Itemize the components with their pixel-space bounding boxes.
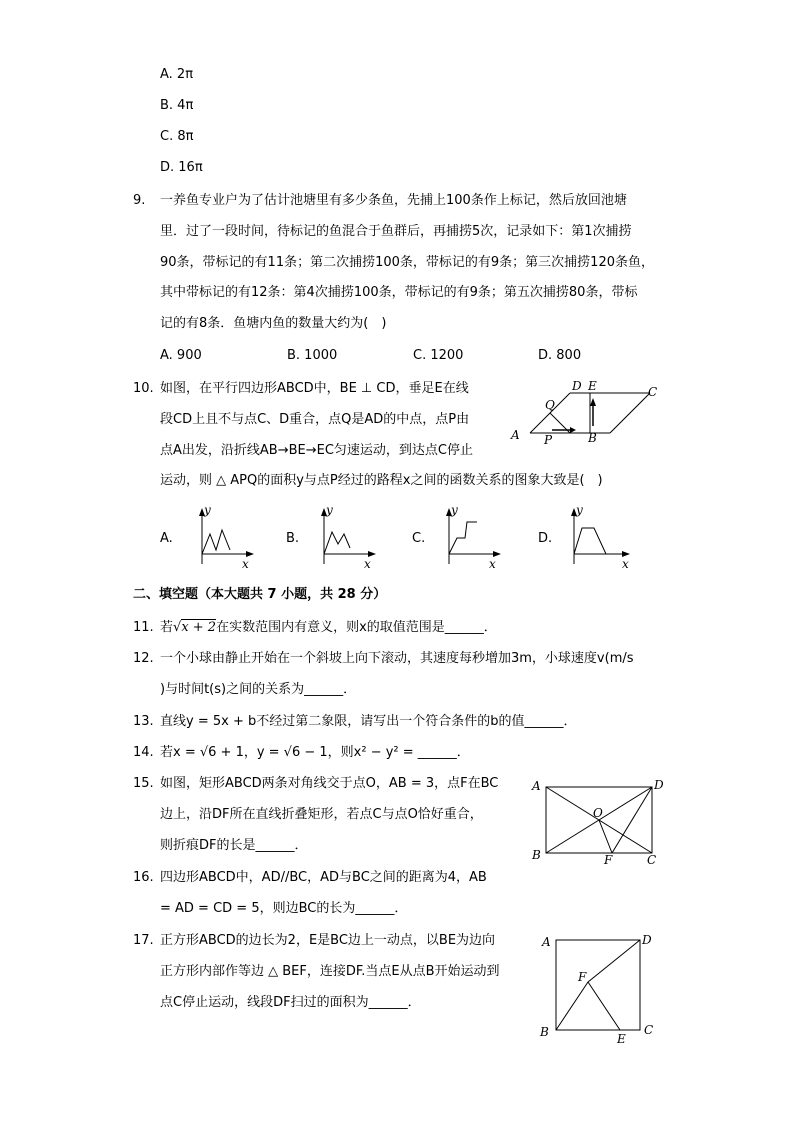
q10-line-2: 段CD上且不与点C、D重合，点Q是AD的中点，点P由 [160,412,470,427]
q10-number: 10. [133,381,154,396]
q15-line-2: 边上，沿DF所在直线折叠矩形，若点C与点O恰好重合， [160,807,483,822]
q16-line-2: = AD = CD = 5，则边BC的长为______． [160,901,408,916]
arrowhead-be [590,398,596,406]
y-label: y [576,503,583,517]
x-label: x [489,557,496,571]
q9-option-d: D. 800 [538,348,582,363]
q12-number: 12. [133,651,154,666]
label-o: O [593,806,603,820]
fold-df [612,787,652,853]
q10-option-d-label: D. [538,531,553,546]
q15-line-3: 则折痕DF的长是______． [160,838,308,853]
q14-text: 若x = √6 + 1，y = √6 − 1，则x² − y² = ______． [160,745,470,760]
q17-line-2: 正方形内部作等边 △ BEF，连接DF.当点E从点B开始运动到 [160,964,500,979]
q10-option-a-graph [190,502,260,572]
label-q: Q [545,398,555,412]
q14-number: 14. [133,745,154,760]
y-label: y [451,503,458,517]
label-a: A [532,779,541,793]
q9-line-2: 里．过了一段时间，待标记的鱼混合于鱼群后，再捕捞5次，记录如下：第1次捕捞 [160,224,632,239]
x-label: x [364,557,371,571]
y-label: y [326,503,333,517]
graph-curve [202,530,230,554]
q15-line-1: 如图，矩形ABCD两条对角线交于点O，AB = 3，点F在BC [160,776,499,791]
segment-bf [556,982,588,1030]
sqrt-sign: √ [173,620,182,635]
graph-curve [574,528,606,554]
q10-parallelogram-figure [508,378,668,448]
q11-radicand: x + 2 [181,620,217,635]
q10-option-a-label: A. [160,531,173,546]
segment-fd [588,940,640,982]
q13-text: 直线y = 5x + b不经过第二象限，请写出一个符合条件的b的值______． [160,714,577,729]
q13-number: 13. [133,714,154,729]
q10-option-b-graph [312,502,382,572]
q9-number: 9. [133,193,146,208]
q16-line-1: 四边形ABCD中，AD//BC，AD与BC之间的距离为4，AB [160,870,487,885]
q10-option-c-label: C. [412,531,426,546]
q17-square-figure [536,930,666,1048]
q9-option-c: C. 1200 [413,348,464,363]
label-b: B [540,1025,549,1039]
segment-fe [588,982,620,1030]
graph-curve [324,532,350,554]
side-cb [610,393,650,433]
q9-line-3: 90条，带标记的有11条；第二次捕捞100条，带标记的有9条；第三次捕捞120条鱼， [160,255,654,270]
label-d: D [572,379,582,393]
label-e: E [588,379,597,393]
q9-line-5: 记的有8条．鱼塘内鱼的数量大约为( ) [160,316,387,331]
q8-option-b: B. 4π [160,98,194,113]
label-e: E [617,1032,626,1046]
label-f: F [578,970,587,984]
q9-option-b: B. 1000 [287,348,338,363]
q15-number: 15. [133,776,154,791]
label-b: B [532,848,541,862]
square-abcd [556,940,640,1030]
q9-option-a: A. 900 [160,348,202,363]
q17-number: 17. [133,933,154,948]
q11-text [160,619,497,637]
q12-line-2: )与时间t(s)之间的关系为______． [160,682,357,697]
segment-of [599,820,612,853]
q16-number: 16. [133,870,154,885]
q10-line-4: 运动，则 △ APQ的面积y与点P经过的路程x之间的函数关系的图象大致是( ) [160,473,603,488]
q10-line-1: 如图，在平行四边形ABCD中，BE ⊥ CD，垂足E在线 [160,381,469,396]
q10-option-b-label: B. [286,531,300,546]
q8-option-a: A. 2π [160,67,194,82]
q10-option-c-graph [437,502,507,572]
label-a: A [542,935,551,949]
q12-line-1: 一个小球由静止开始在一个斜坡上向下滚动，其速度每秒增加3m，小球速度v(m/s [160,651,634,666]
section-2-title: 二、填空题（本大题共 7 小题，共 28 分） [133,587,387,602]
x-label: x [622,557,629,571]
label-d: D [642,933,652,947]
label-c: C [644,1023,654,1037]
y-label: y [204,503,211,517]
label-c: C [647,853,657,865]
q9-line-1: 一养鱼专业户为了估计池塘里有多少条鱼，先捕上100条作上标记，然后放回池塘 [160,193,627,208]
q8-option-c: C. 8π [160,129,194,144]
q17-line-3: 点C停止运动，线段DF扫过的面积为______． [160,995,421,1010]
q11-number: 11. [133,620,154,635]
x-label: x [242,557,249,571]
q9-line-4: 其中带标记的有12条：第4次捕捞100条，带标记的有9条；第五次捕捞80条，带标 [160,285,638,300]
label-b: B [588,431,597,445]
q15-rectangle-figure [526,775,666,865]
q8-option-d: D. 16π [160,160,203,175]
label-c: C [648,385,658,399]
q10-line-3: 点A出发，沿折线AB→BE→EC匀速运动，到达点C停止 [160,443,473,458]
graph-curve [449,522,477,554]
label-f: F [604,853,613,865]
arrowhead-ab [570,427,576,433]
q11-post: 在实数范围内有意义，则x的取值范围是______． [216,620,497,635]
q11-pre: 若 [160,620,174,635]
label-a: A [511,428,520,442]
q10-option-d-graph [562,502,637,572]
q17-line-1: 正方形ABCD的边长为2，E是BC边上一动点，以BE为边向 [160,933,496,948]
label-p: P [544,433,553,447]
label-d: D [654,778,664,792]
